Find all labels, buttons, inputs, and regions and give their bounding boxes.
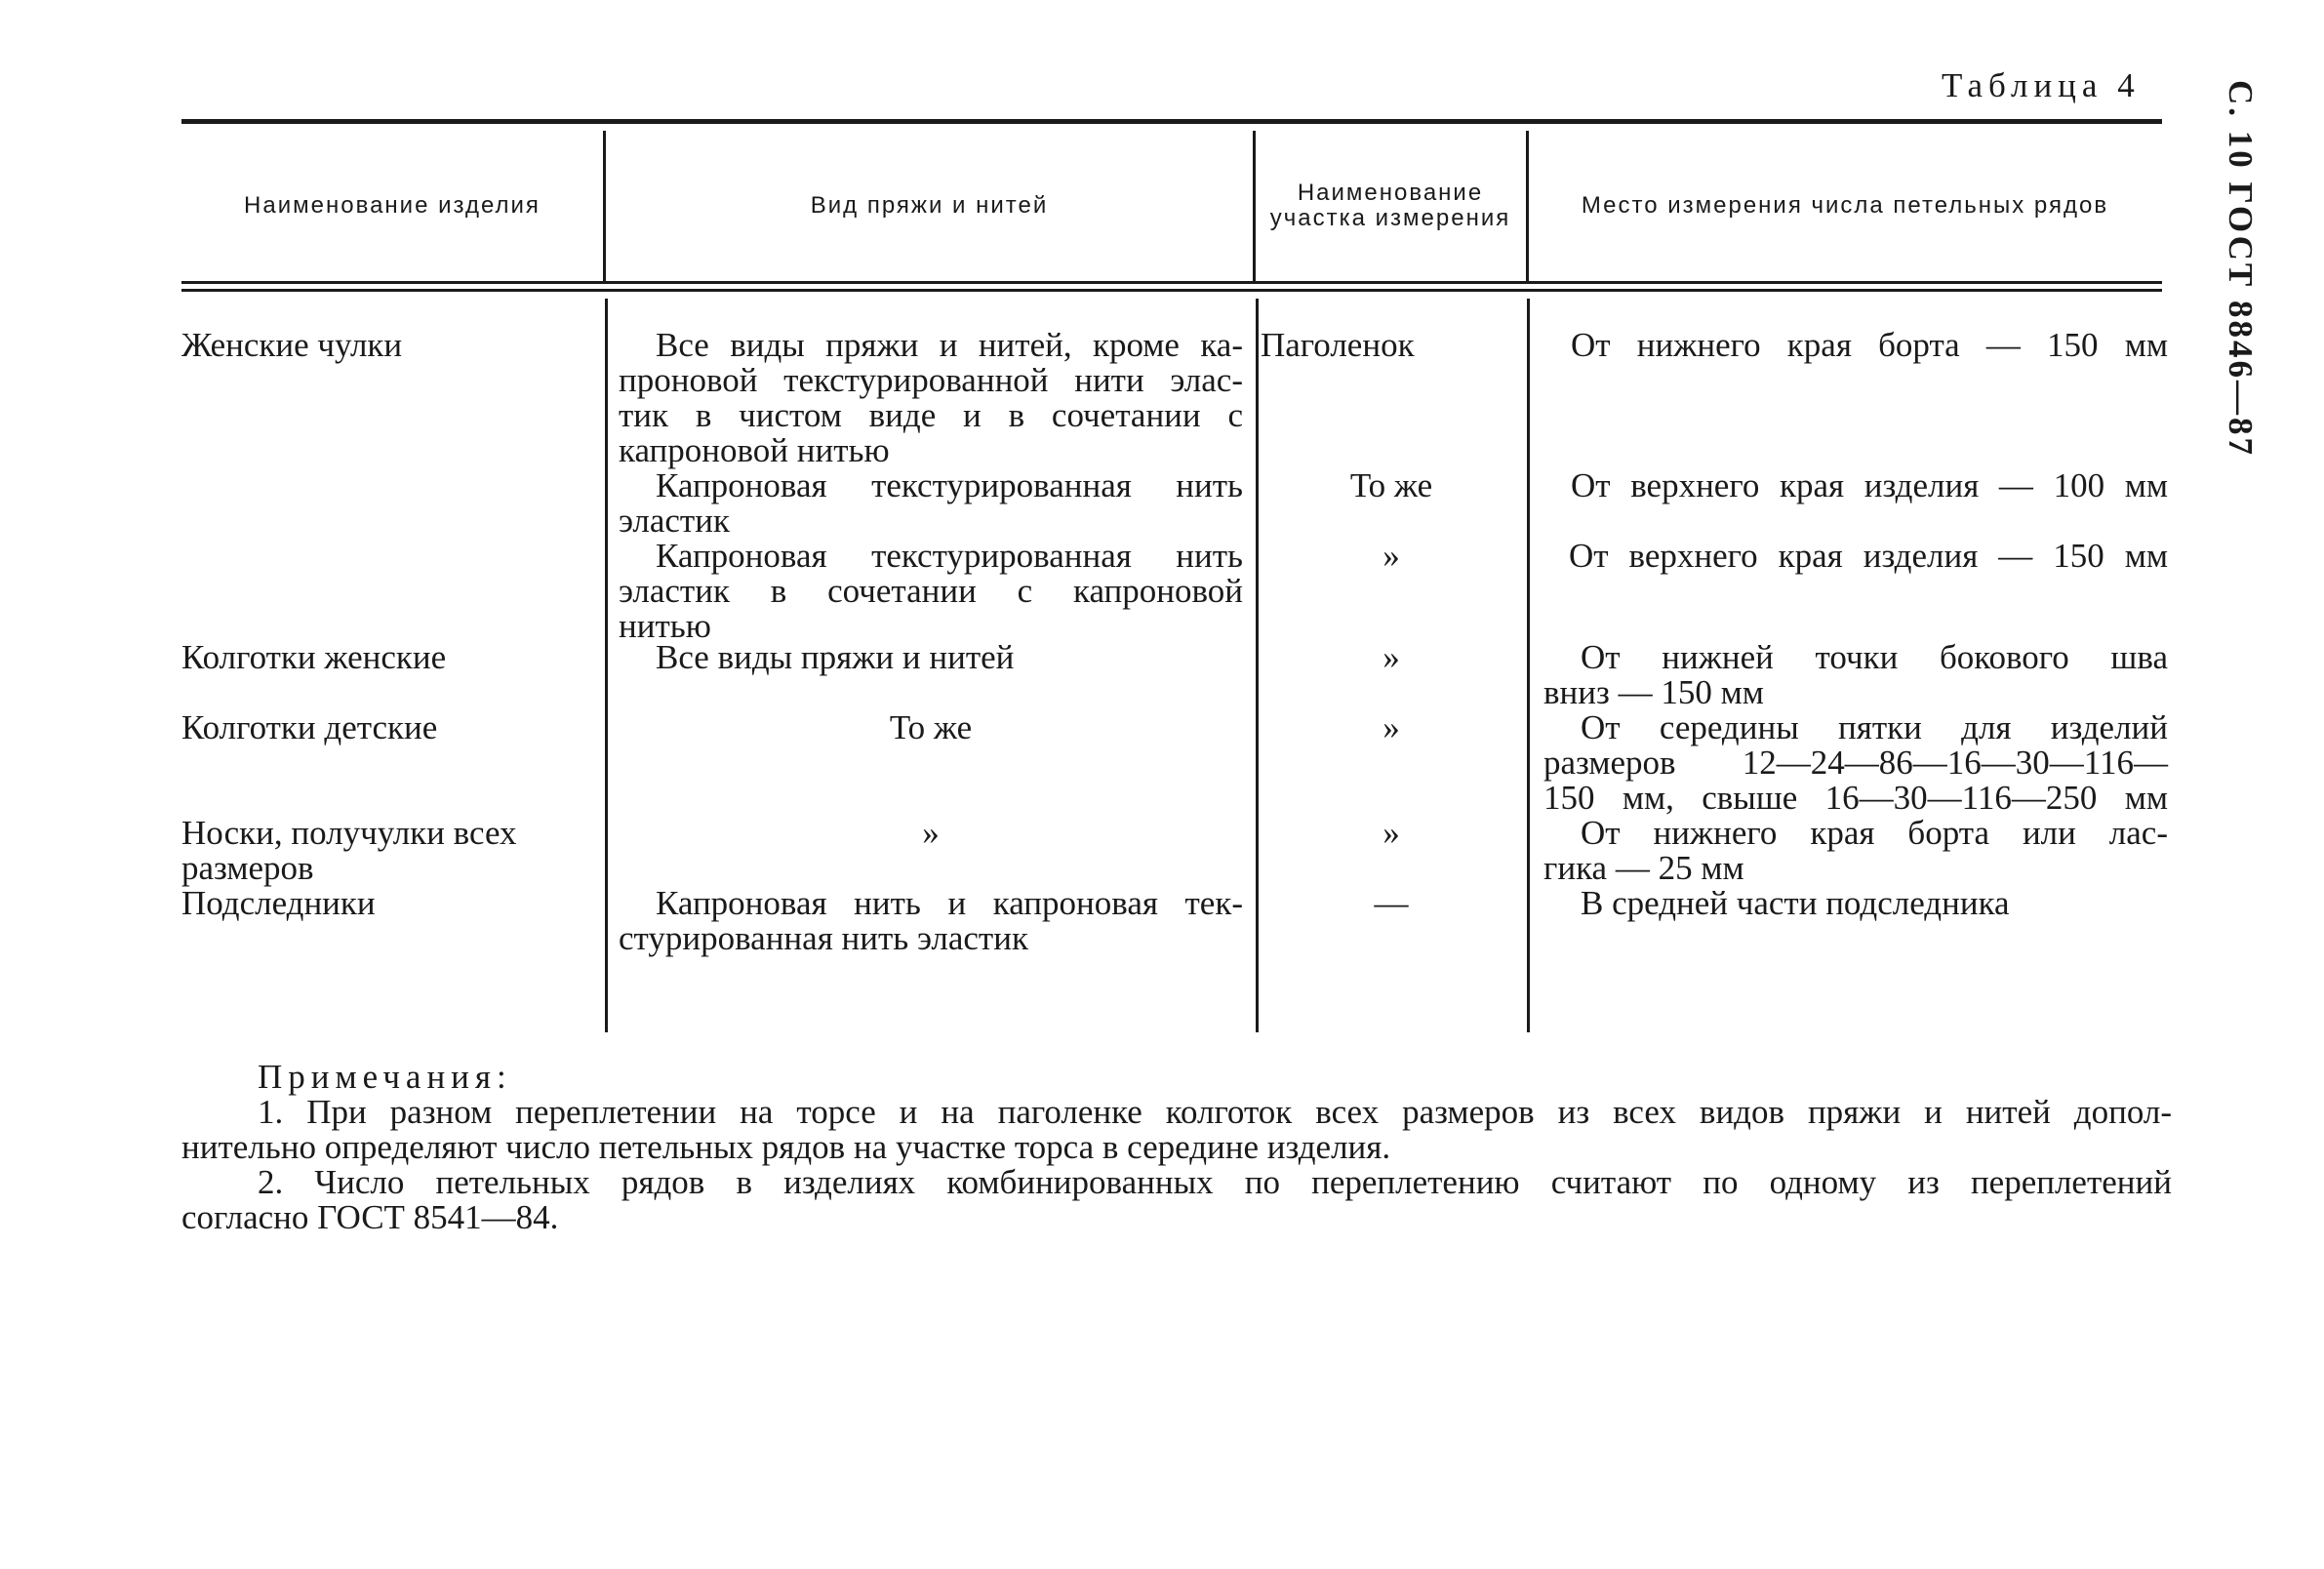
body-divider-2 [1256,299,1259,1032]
row1-place [1571,328,2168,363]
row3-place [1569,539,2168,574]
row6-yarn [619,816,1243,851]
row4-yarn-line1: Все виды пряжи и нитей [656,638,1015,676]
row5-place-line2: размеров 12—24—86—16—30—116— [1543,744,2168,782]
row6-place-line1: От нижнего края борта или лас- [1581,814,2168,852]
row4-place-line1: От нижней точки бокового шва [1581,638,2168,676]
note-2-line1: 2. Число петельных рядов в изделиях комбинированных по переплетению считают по одному из переплетений [258,1163,2172,1201]
side-page-label-text: С. 10 ГОСТ 8846—87 [2222,80,2260,458]
row4-yarn [619,640,1243,675]
row1-area: Паголенок [1261,326,1415,364]
row6-product: Носки, получулки всех размеров [181,814,517,887]
table-header-rule-2 [181,289,2162,292]
row1-yarn [619,328,1243,468]
row3-place-line1: От верхнего края изделия — 150 мм [1569,537,2168,575]
row5-place-line3: 150 мм, свыше 16—30—116—250 мм [1543,779,2168,817]
header-yarn: Вид пряжи и нитей [810,192,1049,220]
row1-yarn-line3: тик в чистом виде и в сочетании с [619,396,1243,434]
row1-product: Женские чулки [181,326,403,364]
row7-area: — [1374,884,1409,922]
row1-yarn-line4: капроновой нитью [619,431,890,469]
header-product: Наименование изделия [244,192,541,220]
row3-yarn [619,539,1243,644]
row3-yarn-line1: Капроновая текстурированная нить [656,537,1243,575]
side-page-label [2222,80,2260,458]
row5-place [1543,710,2168,816]
row7-yarn-line2: стурированная нить эластик [619,919,1028,957]
body-divider-3 [1527,299,1530,1032]
note-1-line1: 1. При разном переплетении на торсе и на паголенке колготок всех размеров из всех видов пряжи и нитей допол- [258,1093,2172,1131]
row6-place [1543,816,2168,886]
note-2-line2: согласно ГОСТ 8541—84. [181,1198,559,1236]
row4-place-line2: вниз — 150 мм [1543,673,1764,711]
row5-yarn-line1: То же [889,708,973,746]
row5-yarn [619,710,1243,745]
row3-yarn-line3: нитью [619,607,711,645]
row6-area: » [1382,814,1400,852]
header-divider-3 [1526,131,1529,281]
row4-area: » [1382,638,1400,676]
row5-product: Колготки детские [181,708,438,746]
header-place: Место измерения числа петельных рядов [1581,192,2109,220]
row2-yarn-line1: Капроновая текстурированная нить [656,466,1243,504]
row2-yarn-line2: эластик [619,502,730,540]
header-area: Наименование участка измерения [1269,180,1511,231]
row5-area: » [1382,708,1400,746]
row5-place-line1: От середины пятки для изделий [1581,708,2168,746]
row3-yarn-line2: эластик в сочетании с капроновой [619,572,1243,610]
table-header-rule-1 [181,281,2162,284]
row6-place-line2: гика — 25 мм [1543,849,1744,887]
row4-product: Колготки женские [181,638,447,676]
row2-place [1571,468,2168,503]
row2-yarn [619,468,1243,539]
row7-place [1543,886,2168,921]
row6-yarn-line1: » [922,814,940,852]
row7-product: Подследники [181,884,376,922]
notes-section [181,1060,2172,1235]
row1-place-line1: От нижнего края борта — 150 мм [1571,326,2168,364]
row2-place-line1: От верхнего края изделия — 100 мм [1571,466,2168,504]
table-top-rule [181,119,2162,124]
row7-yarn [619,886,1243,956]
row2-area: То же [1349,466,1433,504]
row7-place-line1: В средней части подследника [1581,884,2010,922]
row4-place [1543,640,2168,710]
body-divider-1 [605,299,608,1032]
notes-title: Примечания: [258,1058,512,1096]
note-1-line2: нительно определяют число петельных рядов на участке торса в середине изделия. [181,1128,1391,1166]
row7-yarn-line1: Капроновая нить и капроновая тек- [656,884,1243,922]
row3-area: » [1382,537,1400,575]
row1-yarn-line2: проновой текстурированной нити элас- [619,361,1243,399]
table-title: Таблица 4 [1942,66,2141,104]
row1-yarn-line1: Все виды пряжи и нитей, кроме ка- [656,326,1243,364]
header-divider-2 [1253,131,1256,281]
